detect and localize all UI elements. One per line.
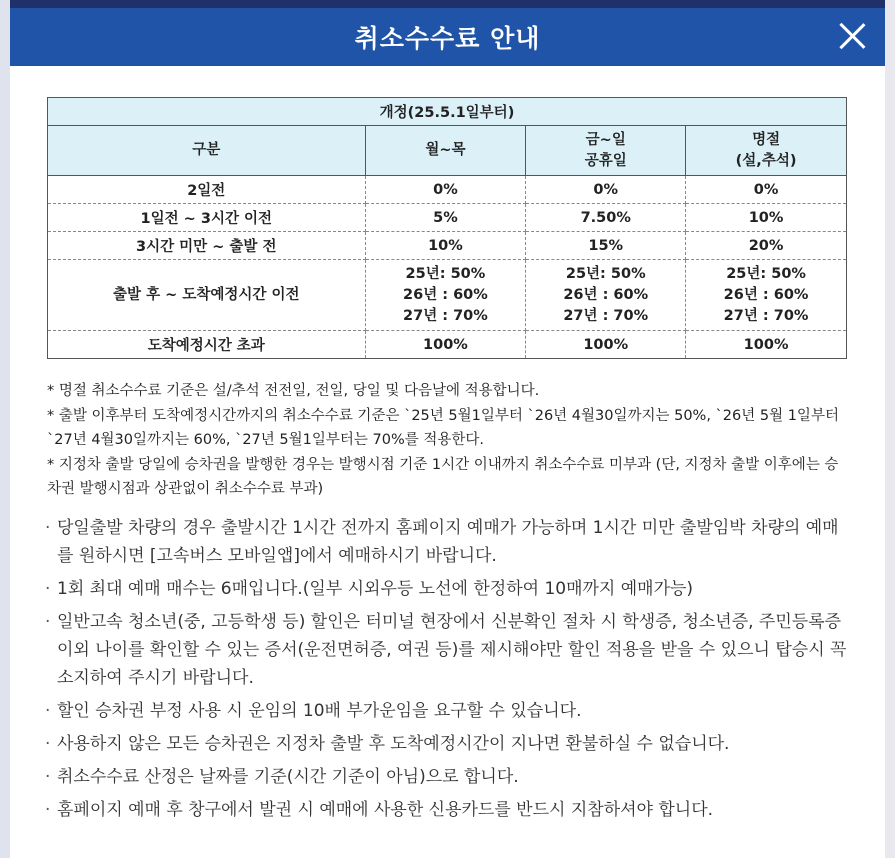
- notes-section: [47, 379, 847, 502]
- table-row: [48, 176, 847, 204]
- modal-header: [10, 8, 885, 66]
- guide-item: · 홈페이지 예매 후 창구에서 발권 시 예매에 사용한 신용카드를 반드시 지참하셔야 합니다.: [47, 796, 847, 824]
- modal-title: 취소수수료 안내: [354, 24, 541, 53]
- guide-item: · 일반고속 청소년(중, 고등학생 등) 할인은 터미널 현장에서 신분확인 절차 시 학생증, 청소년증, 주민등록증 이외 나이를 확인할 수 있는 증서(운전면허증, 여권 등)를 제시해야만 할인 적용을 받을 수 있으니 탑승시 꼭 소지하여 주시기 바랍니다.: [47, 608, 847, 692]
- guide-item: · 당일출발 차량의 경우 출발시간 1시간 전까지 홈페이지 예매가 가능하며 1시간 미만 출발임박 차량의 예매를 원하시면 [고속버스 모바일앱]에서 예매하시기 바랍니다.: [47, 514, 847, 570]
- background-page-right: [885, 0, 895, 858]
- table-body: [48, 176, 847, 359]
- guide-item: · 취소수수료 산정은 날짜를 기준(시간 기준이 아님)으로 합니다.: [47, 763, 847, 791]
- table-row: [48, 232, 847, 260]
- fee-value-cell: 10%: [686, 204, 847, 232]
- fee-value-cell: 7.50%: [526, 204, 686, 232]
- fee-value-cell: 25년: 50% 26년 : 60% 27년 : 70%: [365, 260, 526, 331]
- fee-value-cell: 25년: 50% 26년 : 60% 27년 : 70%: [686, 260, 847, 331]
- table-header-cell: 구분: [48, 126, 366, 176]
- fee-value-cell: 0%: [686, 176, 847, 204]
- table-title: 개정(25.5.1일부터): [48, 98, 847, 126]
- table-header-cell: 월~목: [365, 126, 526, 176]
- row-label-cell: 3시간 미만 ~ 출발 전: [48, 232, 366, 260]
- fee-value-cell: 100%: [365, 331, 526, 359]
- fee-value-cell: 15%: [526, 232, 686, 260]
- guide-list: [47, 514, 847, 824]
- table-header-cell: 명절 (설,추석): [686, 126, 847, 176]
- row-label-cell: 출발 후 ~ 도착예정시간 이전: [48, 260, 366, 331]
- fee-value-cell: 20%: [686, 232, 847, 260]
- background-page-left: [0, 0, 10, 858]
- table-row: [48, 260, 847, 331]
- fee-value-cell: 100%: [526, 331, 686, 359]
- cancel-fee-modal: [10, 8, 885, 858]
- table-header-cell: 금~일 공휴일: [526, 126, 686, 176]
- guide-item: · 사용하지 않은 모든 승차권은 지정차 출발 후 도착예정시간이 지나면 환불하실 수 없습니다.: [47, 730, 847, 758]
- fee-value-cell: 10%: [365, 232, 526, 260]
- note-item: * 출발 이후부터 도착예정시간까지의 취소수수료 기준은 `25년 5월1일부터 `26년 4월30일까지는 50%, `26년 5월 1일부터 `27년 4월30일까지는 60%, `27년 5월1일부터는 70%를 적용한다.: [47, 407, 839, 448]
- fee-value-cell: 5%: [365, 204, 526, 232]
- table-header-row: [48, 126, 847, 176]
- table-row: [48, 204, 847, 232]
- note-item: * 명절 취소수수료 기준은 설/추석 전전일, 전일, 당일 및 다음날에 적용합니다.: [47, 383, 540, 399]
- guide-item: · 할인 승차권 부정 사용 시 운임의 10배 부가운임을 요구할 수 있습니다.: [47, 697, 847, 725]
- fee-value-cell: 0%: [526, 176, 686, 204]
- close-icon[interactable]: [837, 21, 867, 51]
- modal-body: [10, 66, 885, 824]
- table-row: [48, 331, 847, 359]
- cancel-fee-table: [47, 97, 847, 359]
- row-label-cell: 1일전 ~ 3시간 이전: [48, 204, 366, 232]
- row-label-cell: 2일전: [48, 176, 366, 204]
- fee-value-cell: 0%: [365, 176, 526, 204]
- row-label-cell: 도착예정시간 초과: [48, 331, 366, 359]
- note-item: * 지정차 출발 당일에 승차권을 발행한 경우는 발행시점 기준 1시간 이내까지 취소수수료 미부과 (단, 지정차 출발 이후에는 승차권 발행시점과 상관없이 취소수수료 부과): [47, 456, 839, 497]
- fee-value-cell: 25년: 50% 26년 : 60% 27년 : 70%: [526, 260, 686, 331]
- guide-item: · 1회 최대 예매 매수는 6매입니다.(일부 시외우등 노선에 한정하여 10매까지 예매가능): [47, 575, 847, 603]
- fee-value-cell: 100%: [686, 331, 847, 359]
